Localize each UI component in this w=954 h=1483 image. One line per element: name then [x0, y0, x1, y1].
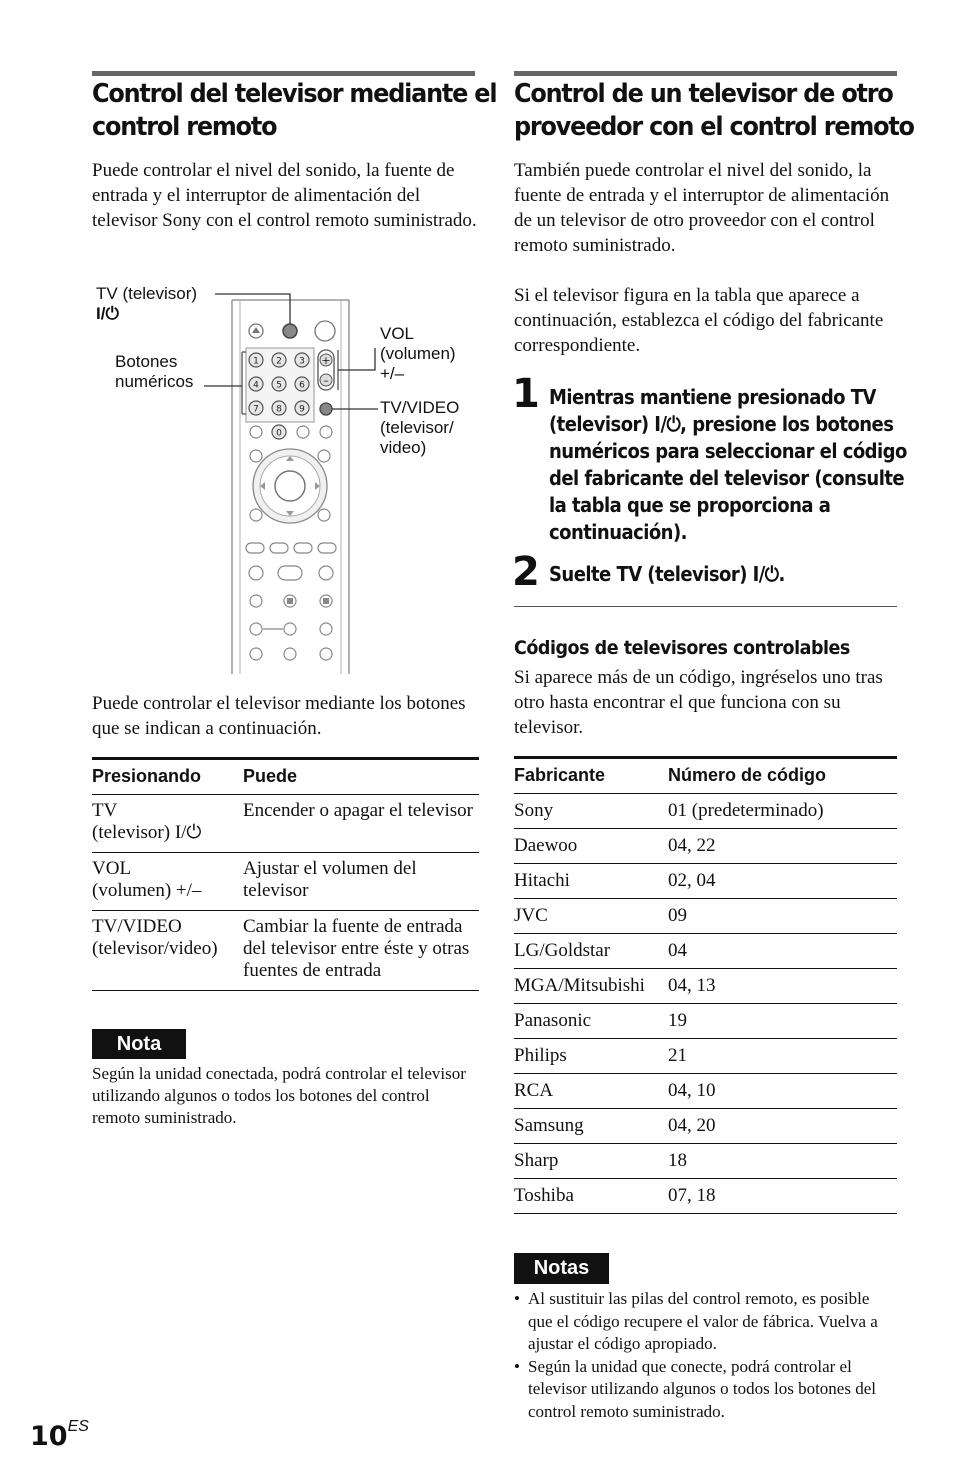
note-item-text: Según la unidad que conecte, podrá controlar el televisor utilizando algunos o todos los botones del control remoto suministrado. [528, 1356, 876, 1421]
steps-divider [514, 606, 897, 607]
table-cell-manufacturer: Sony [514, 800, 554, 821]
page-number-value: 10 [30, 1421, 68, 1452]
step-1-number: 1 [512, 371, 540, 417]
table-cell-code: 04, 13 [668, 975, 716, 996]
step-1-line: numéricos para seleccionar el código [549, 439, 907, 463]
table-header-cell: Fabricante [514, 765, 606, 785]
table-row [514, 1109, 897, 1144]
table-row [514, 899, 897, 934]
vol-callout-line-1: VOL [380, 324, 415, 343]
keypad-digit-label: 4 [253, 380, 259, 391]
codes-heading: Códigos de televisores controlables [514, 637, 850, 659]
table-row [514, 969, 897, 1004]
table-row [514, 1179, 897, 1214]
table-row [514, 934, 897, 969]
keypad-digit-label: 5 [276, 380, 282, 391]
table-row [92, 795, 479, 853]
notes-label-badge: Notas [514, 1253, 609, 1284]
list-item: • Según la unidad que conecte, podrá controlar el televisor utilizando algunos o todos los botones del control remoto suministrado. [514, 1356, 876, 1421]
table-row [92, 853, 479, 911]
table-row [514, 1039, 897, 1074]
table-cell-code: 04, 20 [668, 1115, 716, 1136]
table-header-row [92, 759, 479, 795]
table-row [514, 1074, 897, 1109]
table-cell-code: 02, 04 [668, 870, 716, 891]
press-line-2: (volumen) +/– [92, 880, 202, 901]
svg-text:+: + [321, 354, 331, 367]
table-header-cell: Presionando [92, 766, 202, 786]
keypad-digit-label: 1 [253, 356, 259, 367]
press-line-1: VOL [92, 858, 132, 879]
tv-callout-line-2: I/⏻ [96, 304, 119, 323]
table-cell-manufacturer: Philips [514, 1045, 567, 1066]
svg-text:–: – [323, 374, 329, 387]
keypad-digit-label: 7 [253, 404, 259, 415]
table-cell-manufacturer: Sharp [514, 1150, 559, 1171]
right-intro-paragraph-1: También puede controlar el nivel del sonido, la fuente de entrada y el interruptor de alimentación de un televisor de otro proveedor con el control remoto suministrado. [514, 160, 890, 256]
table-cell-manufacturer: Samsung [514, 1115, 584, 1136]
page-number-suffix: ES [67, 1418, 89, 1435]
table-cell-manufacturer: MGA/Mitsubishi [514, 975, 645, 996]
left-title-line-1: Control del televisor mediante el [92, 79, 497, 109]
right-title-line-1: Control de un televisor de otro [514, 79, 893, 109]
left-title-line-2: control remoto [92, 112, 277, 142]
tv-video-button-icon [320, 403, 332, 415]
left-intro-paragraph: Puede controlar el nivel del sonido, la fuente de entrada y el interruptor de alimentación del televisor Sony con el control remoto suministrado. [92, 160, 477, 231]
tv-power-callout-label [96, 284, 197, 324]
table-cell-manufacturer: Toshiba [514, 1185, 574, 1206]
keypad-digit-label: 0 [276, 428, 282, 439]
right-title-rule [514, 71, 897, 76]
table-header-cell: Número de código [668, 765, 827, 785]
table-row [514, 864, 897, 899]
tv-callout-line-1: TV (televisor) [96, 284, 198, 303]
tvvideo-callout-label [380, 398, 459, 458]
keypad-digit-label: 9 [299, 404, 305, 415]
table-cell-code: 04, 10 [668, 1080, 716, 1101]
table-row [514, 794, 897, 829]
note-label-badge: Nota [92, 1029, 186, 1059]
table-cell-code: 21 [668, 1045, 687, 1066]
page-number [30, 1418, 89, 1452]
numeric-callout-line-2: numéricos [115, 372, 194, 391]
table-row [514, 1004, 897, 1039]
note-text: Según la unidad conectada, podrá controlar el televisor utilizando algunos o todos los botones del control remoto suministrado. [92, 1064, 466, 1127]
press-line-1: TV [92, 800, 118, 821]
left-section-title [92, 78, 496, 144]
table-cell-press [92, 911, 243, 991]
table-header-row [514, 758, 897, 794]
press-line-2: (televisor/video) [92, 938, 218, 959]
step-1-text [549, 384, 907, 546]
step-1-line: continuación). [549, 520, 687, 544]
table-cell-action: Cambiar la fuente de entrada del televisor entre éste y otras fuentes de entrada [243, 916, 470, 981]
table-header-cell: Puede [243, 766, 298, 786]
left-after-figure-paragraph: Puede controlar el televisor mediante los botones que se indican a continuación. [92, 693, 466, 739]
press-line-1: TV/VIDEO [92, 916, 182, 937]
keypad-digit-label: 8 [276, 404, 282, 415]
step-2-line: Suelte TV (televisor) I/⏻. [549, 562, 785, 586]
step-2-text [549, 561, 785, 588]
table-cell-manufacturer: JVC [514, 905, 548, 926]
table-cell-manufacturer: LG/Goldstar [514, 940, 611, 961]
table-cell-code: 19 [668, 1010, 687, 1031]
tv-functions-table [92, 757, 479, 991]
table-cell-manufacturer: Hitachi [514, 870, 570, 891]
vol-callout-line-3: +/– [380, 364, 405, 383]
vol-callout-label [380, 324, 456, 384]
list-item: • Al sustituir las pilas del control remoto, es posible que el código recupere el valor de fábrica. Vuelva a ajustar el código apropiado. [514, 1289, 878, 1353]
table-cell-code: 01 (predeterminado) [668, 800, 824, 821]
left-title-rule [92, 71, 475, 76]
table-row [92, 911, 479, 991]
table-cell-action: Ajustar el volumen del televisor [243, 858, 417, 901]
step-2-number: 2 [512, 549, 540, 595]
keypad-digit-label: 3 [299, 356, 305, 367]
note-item-text: Al sustituir las pilas del control remoto, es posible que el código recupere el valor de fábrica. Vuelva a ajustar el código apropiado. [528, 1289, 878, 1353]
step-1-line: del fabricante del televisor (consulte [549, 466, 905, 490]
vol-callout-line [338, 348, 375, 370]
right-section-title [514, 78, 914, 144]
step-1-line: la tabla que se proporciona a [549, 493, 831, 517]
table-cell-manufacturer: Panasonic [514, 1010, 592, 1031]
table-cell-press [92, 853, 243, 911]
right-title-line-2: proveedor con el control remoto [514, 112, 914, 142]
press-line-2: (televisor) I/⏻ [92, 822, 202, 843]
tvvideo-callout-line-2: (televisor/ [380, 418, 454, 437]
right-intro-paragraph-2: Si el televisor figura en la tabla que aparece a continuación, establezca el código del fabricante correspondiente. [514, 285, 884, 356]
table-cell-code: 09 [668, 905, 687, 926]
tv-callout-line [215, 294, 290, 324]
tvvideo-callout-line-3: video) [380, 438, 427, 457]
vol-callout-line-2: (volumen) [380, 344, 456, 363]
tv-power-button-icon [283, 324, 297, 338]
table-cell-manufacturer: RCA [514, 1080, 554, 1101]
tv-codes-table [514, 756, 897, 1214]
table-cell-press [92, 795, 243, 853]
step-1-line: (televisor) I/⏻, presione los botones [549, 412, 894, 436]
table-cell-code: 04, 22 [668, 835, 716, 856]
table-cell-manufacturer: Daewoo [514, 835, 578, 856]
codes-intro-paragraph: Si aparece más de un código, ingréselos uno tras otro hasta encontrar el que funciona con su televisor. [514, 667, 883, 738]
table-cell-code: 07, 18 [668, 1185, 716, 1206]
notes-list [514, 1288, 897, 1423]
main-power-button-icon [315, 321, 335, 341]
keypad-digit-label: 6 [299, 380, 305, 391]
tvvideo-callout-line-1: TV/VIDEO [380, 398, 460, 417]
table-cell-action: Encender o apagar el televisor [243, 800, 473, 821]
table-cell-code: 18 [668, 1150, 687, 1171]
table-row [514, 829, 897, 864]
table-cell-code: 04 [668, 940, 687, 961]
keypad-digit-label: 2 [276, 356, 282, 367]
table-row [514, 1144, 897, 1179]
step-1-line: Mientras mantiene presionado TV [549, 385, 876, 409]
numeric-callout-line-1: Botones [115, 352, 178, 371]
numeric-buttons-callout-label [115, 352, 193, 392]
